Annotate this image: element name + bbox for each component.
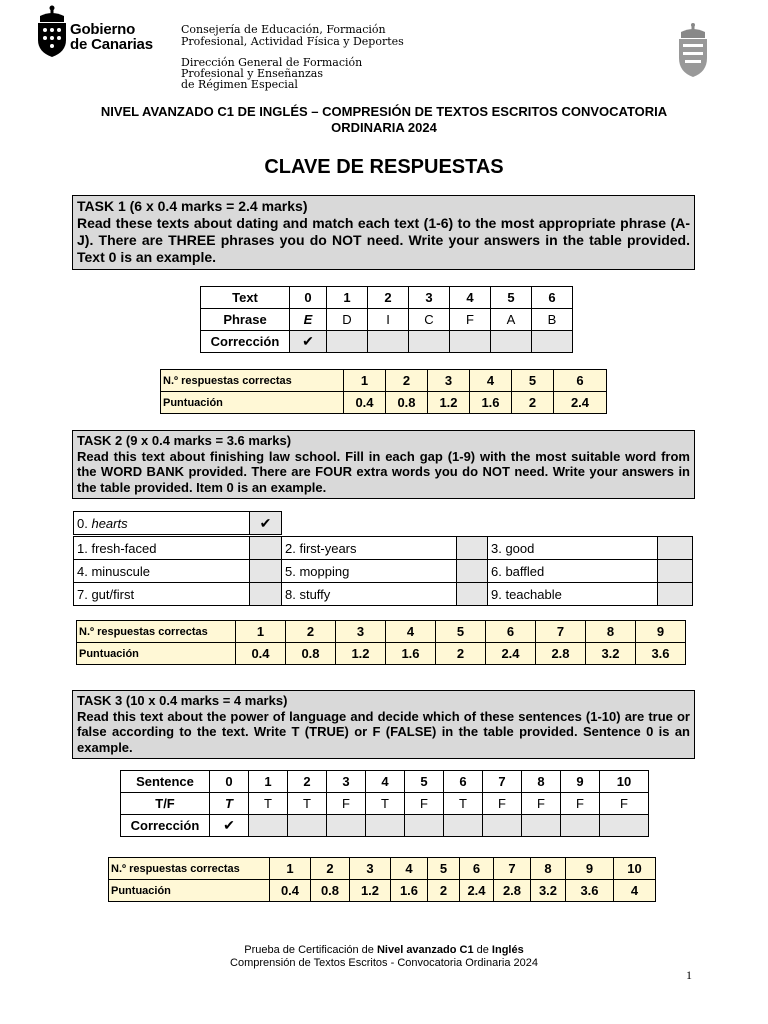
task2-answer-2: 2. first-years [282, 537, 457, 560]
task3-score-count: 3 [350, 858, 391, 880]
task3-points-label: Puntuación [109, 880, 270, 902]
task2-answer-1: 1. fresh-faced [74, 537, 250, 560]
task3-item-9: 9 [561, 771, 600, 793]
task1-row-label-text: Text [201, 287, 290, 309]
task3-score-points: 1.2 [350, 880, 391, 902]
task1-answer-3: C [409, 309, 450, 331]
task3-score-count: 5 [428, 858, 460, 880]
task2-example: 0. hearts [74, 512, 250, 535]
task1-item-5: 5 [491, 287, 532, 309]
task1-score-points: 0.4 [344, 392, 386, 414]
task2-correction-cell [250, 560, 282, 583]
task3-answer-4: T [366, 793, 405, 815]
task2-score-points: 2.8 [536, 643, 586, 665]
task3-score-count: 8 [531, 858, 566, 880]
task2-correction-cell [457, 583, 488, 606]
task3-item-6: 6 [444, 771, 483, 793]
task1-correction-cell [409, 331, 450, 353]
task3-correction-cell [600, 815, 649, 837]
task2-score-count: 3 [336, 621, 386, 643]
task1-score-points: 2 [512, 392, 554, 414]
direccion-line-1: Dirección General de Formación [181, 56, 363, 69]
task1-answer-2: I [368, 309, 409, 331]
task2-answer-4: 4. minuscule [74, 560, 250, 583]
task1-answer-0: E [290, 309, 327, 331]
task2-example-table [73, 511, 282, 535]
task1-score-count: 3 [428, 370, 470, 392]
task2-score-points: 0.8 [286, 643, 336, 665]
task3-score-points: 3.6 [566, 880, 614, 902]
coat-of-arms-icon [676, 22, 710, 78]
task3-score-count: 10 [614, 858, 656, 880]
task3-score-count: 1 [270, 858, 311, 880]
task2-score-count: 7 [536, 621, 586, 643]
task3-correction-cell [249, 815, 288, 837]
task2-answer-7: 7. gut/first [74, 583, 250, 606]
task3-item-0: 0 [210, 771, 249, 793]
task2-answer-9: 9. teachable [488, 583, 658, 606]
task1-item-2: 2 [368, 287, 409, 309]
task2-correction-cell [658, 537, 693, 560]
task1-score-label: N.º respuestas correctas [161, 370, 344, 392]
task1-instructions-box [72, 195, 695, 270]
task2-score-count: 4 [386, 621, 436, 643]
task3-score-points: 0.8 [311, 880, 350, 902]
task1-correction-cell [368, 331, 409, 353]
task1-instructions: Read these texts about dating and match each text (1-6) to the most appropriate phrase (A-J). There are THREE phrases you do NOT need. Write your answers in the table provided. Text 0 is an example. [77, 215, 690, 265]
task3-score-table [108, 857, 656, 902]
check-icon: ✔ [250, 512, 282, 535]
task3-row-label-sentence: Sentence [121, 771, 210, 793]
task2-score-points: 1.6 [386, 643, 436, 665]
footer-line-2: Comprensión de Textos Escritos - Convocatoria Ordinaria 2024 [230, 957, 538, 969]
task3-score-points: 2.4 [460, 880, 494, 902]
task3-score-points: 2 [428, 880, 460, 902]
task1-heading: TASK 1 (6 x 0.4 marks = 2.4 marks) [77, 198, 308, 214]
footer-line-1: Prueba de Certificación de Nivel avanzado C1 de Inglés [244, 944, 524, 956]
task1-score-count: 5 [512, 370, 554, 392]
task3-answer-0: T [210, 793, 249, 815]
task1-row-label-phrase: Phrase [201, 309, 290, 331]
task2-score-points: 3.6 [636, 643, 686, 665]
task2-instructions: Read this text about finishing law school. Fill in each gap (1-9) with the most suitable word from the WORD BANK provided. There are FOUR extra words you do NOT need. Write your answers in the table provided. Item 0 is an example. [77, 448, 690, 495]
task3-item-5: 5 [405, 771, 444, 793]
page-number: 1 [686, 968, 692, 982]
task2-answer-8: 8. stuffy [282, 583, 457, 606]
task1-item-1: 1 [327, 287, 368, 309]
task2-answer-5: 5. mopping [282, 560, 457, 583]
task2-correction-cell [457, 537, 488, 560]
task3-item-10: 10 [600, 771, 649, 793]
task3-answer-9: F [561, 793, 600, 815]
canarias-crest-logo-icon [34, 4, 70, 58]
task3-item-1: 1 [249, 771, 288, 793]
task3-score-points: 3.2 [531, 880, 566, 902]
task3-heading: TASK 3 (10 x 0.4 marks = 4 marks) [77, 693, 288, 708]
direccion-line-3: de Régimen Especial [181, 78, 298, 91]
title-line-2: ORDINARIA 2024 [331, 120, 437, 135]
task3-score-points: 2.8 [494, 880, 531, 902]
task3-score-points: 0.4 [270, 880, 311, 902]
task3-answer-10: F [600, 793, 649, 815]
task2-score-points: 2 [436, 643, 486, 665]
task1-answer-1: D [327, 309, 368, 331]
consejeria-text [181, 24, 404, 48]
task3-correction-cell [483, 815, 522, 837]
task1-score-count: 2 [386, 370, 428, 392]
document-title [0, 104, 768, 136]
task1-correction-cell [450, 331, 491, 353]
task1-score-points: 1.2 [428, 392, 470, 414]
task1-score-points: 1.6 [470, 392, 512, 414]
task3-score-count: 6 [460, 858, 494, 880]
task3-correction-cell [405, 815, 444, 837]
task3-row-label-tf: T/F [121, 793, 210, 815]
task3-score-count: 9 [566, 858, 614, 880]
task1-score-count: 4 [470, 370, 512, 392]
task2-score-count: 5 [436, 621, 486, 643]
task3-item-3: 3 [327, 771, 366, 793]
task3-answer-6: T [444, 793, 483, 815]
task3-answer-7: F [483, 793, 522, 815]
consejeria-line-1: Consejería de Educación, Formación [181, 23, 386, 36]
task3-answer-table [120, 770, 649, 837]
task2-score-points: 3.2 [586, 643, 636, 665]
task1-score-points: 0.8 [386, 392, 428, 414]
task2-score-points: 0.4 [236, 643, 286, 665]
task2-answer-3: 3. good [488, 537, 658, 560]
task3-correction-cell [288, 815, 327, 837]
task1-answer-4: F [450, 309, 491, 331]
task3-score-points: 1.6 [391, 880, 428, 902]
task3-correction-cell [366, 815, 405, 837]
task2-score-count: 2 [286, 621, 336, 643]
page-footer [0, 944, 768, 970]
task2-score-count: 8 [586, 621, 636, 643]
task3-answer-5: F [405, 793, 444, 815]
task2-score-count: 1 [236, 621, 286, 643]
task1-item-6: 6 [532, 287, 573, 309]
task1-score-count: 1 [344, 370, 386, 392]
task2-answer-table [73, 536, 693, 606]
task2-score-points: 2.4 [486, 643, 536, 665]
task3-item-2: 2 [288, 771, 327, 793]
task1-answer-5: A [491, 309, 532, 331]
logo-line-1: Gobierno [70, 21, 136, 38]
task3-item-4: 4 [366, 771, 405, 793]
task1-row-label-correccion: Corrección [201, 331, 290, 353]
task1-score-table [160, 369, 607, 414]
task2-instructions-box [72, 430, 695, 499]
task2-answer-6: 6. baffled [488, 560, 658, 583]
answer-key-heading: CLAVE DE RESPUESTAS [264, 156, 504, 178]
task1-item-4: 4 [450, 287, 491, 309]
task3-item-8: 8 [522, 771, 561, 793]
task1-score-count: 6 [554, 370, 607, 392]
task1-correction-cell [532, 331, 573, 353]
task2-score-count: 9 [636, 621, 686, 643]
task2-correction-cell [658, 560, 693, 583]
task1-correction-cell [491, 331, 532, 353]
task3-answer-8: F [522, 793, 561, 815]
task2-correction-cell [250, 583, 282, 606]
logo-line-2: de Canarias [70, 36, 153, 53]
task3-score-count: 4 [391, 858, 428, 880]
task2-correction-cell [658, 583, 693, 606]
task1-answer-table [200, 286, 573, 353]
task2-points-label: Puntuación [77, 643, 236, 665]
task3-correction-cell [561, 815, 600, 837]
task3-answer-2: T [288, 793, 327, 815]
task3-score-label: N.º respuestas correctas [109, 858, 270, 880]
direccion-line-2: Profesional y Enseñanzas [181, 67, 324, 80]
task3-correction-cell [327, 815, 366, 837]
task3-correction-cell [522, 815, 561, 837]
consejeria-line-2: Profesional, Actividad Física y Deportes [181, 35, 404, 48]
task3-item-7: 7 [483, 771, 522, 793]
task2-heading: TASK 2 (9 x 0.4 marks = 3.6 marks) [77, 433, 292, 448]
title-line-1: NIVEL AVANZADO C1 DE INGLÉS – COMPRESIÓN DE TEXTOS ESCRITOS CONVOCATORIA [100, 104, 668, 119]
task1-item-0: 0 [290, 287, 327, 309]
task2-score-label: N.º respuestas correctas [77, 621, 236, 643]
task3-row-label-correccion: Corrección [121, 815, 210, 837]
task3-score-count: 2 [311, 858, 350, 880]
direccion-text [181, 57, 362, 90]
task3-instructions: Read this text about the power of language and decide which of these sentences (1-10) are true or false according to the text. Write T (TRUE) or F (FALSE) in the table provided. Sentence 0 is an example. [77, 708, 690, 755]
task3-answer-3: F [327, 793, 366, 815]
check-icon: ✔ [210, 815, 249, 837]
task2-correction-cell [457, 560, 488, 583]
task2-correction-cell [250, 537, 282, 560]
task1-points-label: Puntuación [161, 392, 344, 414]
task2-score-points: 1.2 [336, 643, 386, 665]
task1-correction-cell [327, 331, 368, 353]
task3-score-points: 4 [614, 880, 656, 902]
check-icon: ✔ [290, 331, 327, 353]
logo-wordmark [70, 22, 153, 52]
task3-score-count: 7 [494, 858, 531, 880]
task3-correction-cell [444, 815, 483, 837]
task1-answer-6: B [532, 309, 573, 331]
task1-score-points: 2.4 [554, 392, 607, 414]
task2-score-count: 6 [486, 621, 536, 643]
task2-score-table [76, 620, 686, 665]
task3-answer-1: T [249, 793, 288, 815]
task3-instructions-box [72, 690, 695, 759]
task1-item-3: 3 [409, 287, 450, 309]
